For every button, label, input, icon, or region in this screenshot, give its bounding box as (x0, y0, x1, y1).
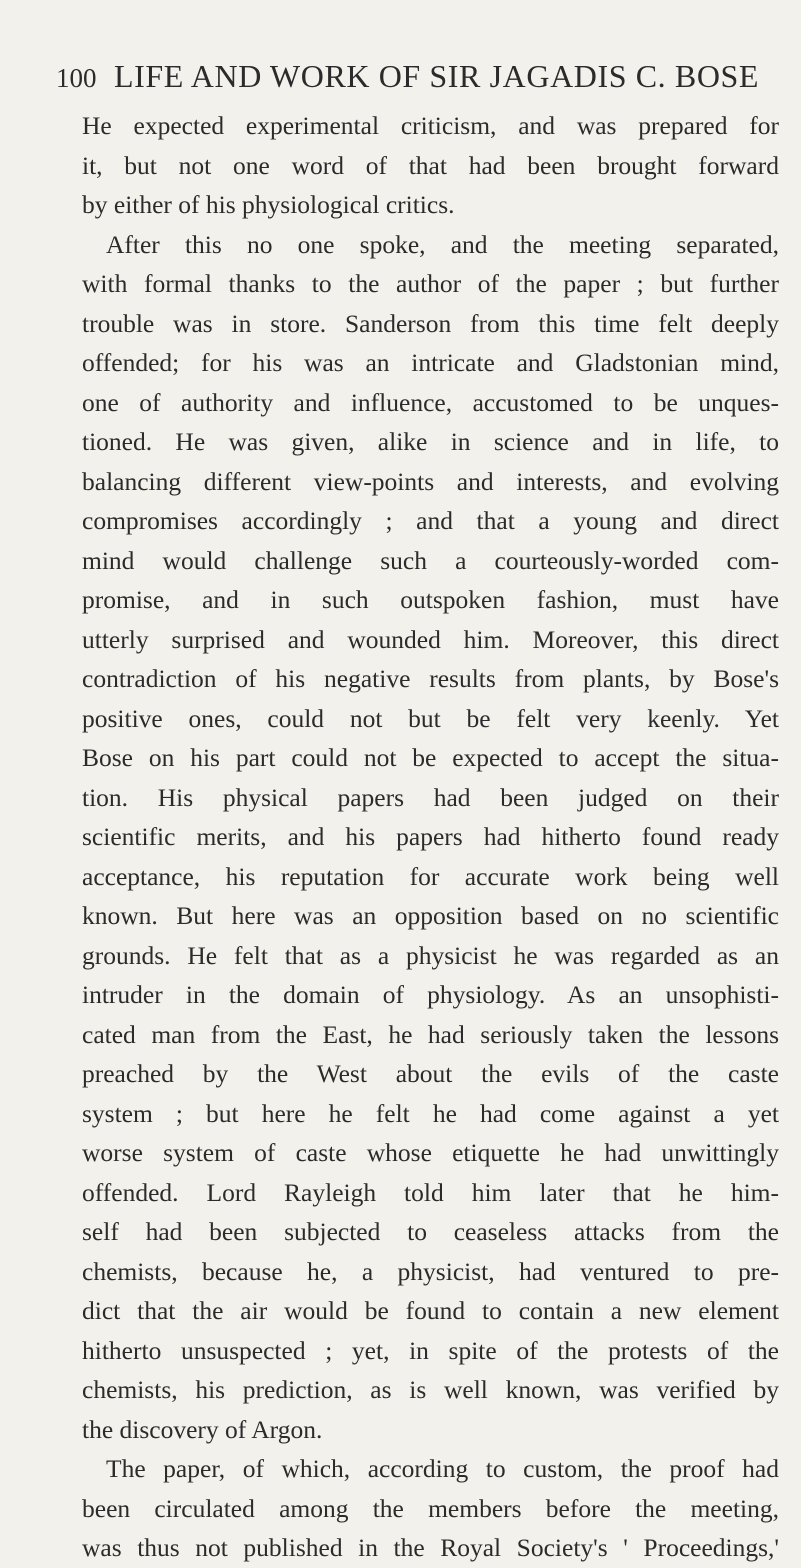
text-line: it, but not one word of that had been brought forward (82, 150, 779, 180)
text-line: system ; but here he felt he had come against a yet (82, 1098, 779, 1128)
text-line: known. But here was an opposition based on no scientific (82, 901, 779, 930)
text-line: Bose on his part could not be expected to accept the situa- (82, 743, 779, 772)
text-line: utterly surprised and wounded him. Moreover, this direct (82, 624, 779, 654)
text-line: intruder in the domain of physiology. As an unsophisti- (82, 980, 779, 1009)
text-line: chemists, because he, a physicist, had ventured to pre- (82, 1256, 779, 1286)
text-line: grounds. He felt that as a physicist he was regarded as an (82, 940, 779, 970)
text-line: offended. Lord Rayleigh told him later that he him- (82, 1177, 779, 1207)
text-line: worse system of caste whose etiquette he had unwittingly (82, 1138, 779, 1167)
text-line: the discovery of Argon. (82, 1414, 323, 1444)
text-line: compromises accordingly ; and that a young and direct (82, 506, 779, 535)
page-number: 100 (56, 63, 97, 93)
text-line: positive ones, could not but be felt very keenly. Yet (82, 703, 779, 733)
text-line: scientific merits, and his papers had hitherto found ready (82, 822, 779, 851)
text-line: dict that the air would be found to contain a new element (82, 1296, 779, 1325)
body-text (82, 106, 779, 1568)
text-line: been circulated among the members before the meeting, (82, 1493, 779, 1523)
text-line: balancing different view-points and interests, and evolving (82, 466, 779, 496)
text-line: trouble was in store. Sanderson from this time felt deeply (82, 308, 779, 338)
text-line: After this no one spoke, and the meeting separated, (106, 229, 779, 259)
text-line: was thus not published in the Royal Society's ' Proceedings,' (82, 1533, 779, 1562)
text-line: self had been subjected to ceaseless attacks from the (82, 1217, 779, 1246)
text-line: cated man from the East, he had seriously taken the lessons (82, 1019, 779, 1049)
text-line: chemists, his prediction, as is well known, was verified by (82, 1375, 779, 1404)
text-line: tioned. He was given, alike in science and in life, to (82, 427, 779, 456)
text-line: tion. His physical papers had been judged on their (82, 782, 779, 812)
text-line: preached by the West about the evils of the caste (82, 1059, 779, 1088)
running-title: LIFE AND WORK OF SIR JAGADIS C. BOSE (114, 58, 760, 94)
text-line: contradiction of his negative results from plants, by Bose's (82, 664, 779, 693)
text-line: acceptance, his reputation for accurate work being well (82, 861, 779, 891)
text-line: with formal thanks to the author of the paper ; but further (82, 269, 779, 298)
text-line: promise, and in such outspoken fashion, must have (82, 585, 779, 614)
text-line: by either of his physiological critics. (82, 190, 455, 219)
text-line: hitherto unsuspected ; yet, in spite of the protests of the (82, 1335, 779, 1365)
text-line: mind would challenge such a courteously-worded com- (82, 545, 779, 575)
running-head (56, 58, 779, 104)
text-line: one of authority and influence, accustomed to be unques- (82, 387, 779, 417)
text-line: The paper, of which, according to custom, the proof had (106, 1454, 779, 1483)
text-line: He expected experimental criticism, and was prepared for (82, 111, 779, 140)
text-line: offended; for his was an intricate and Gladstonian mind, (82, 348, 779, 377)
